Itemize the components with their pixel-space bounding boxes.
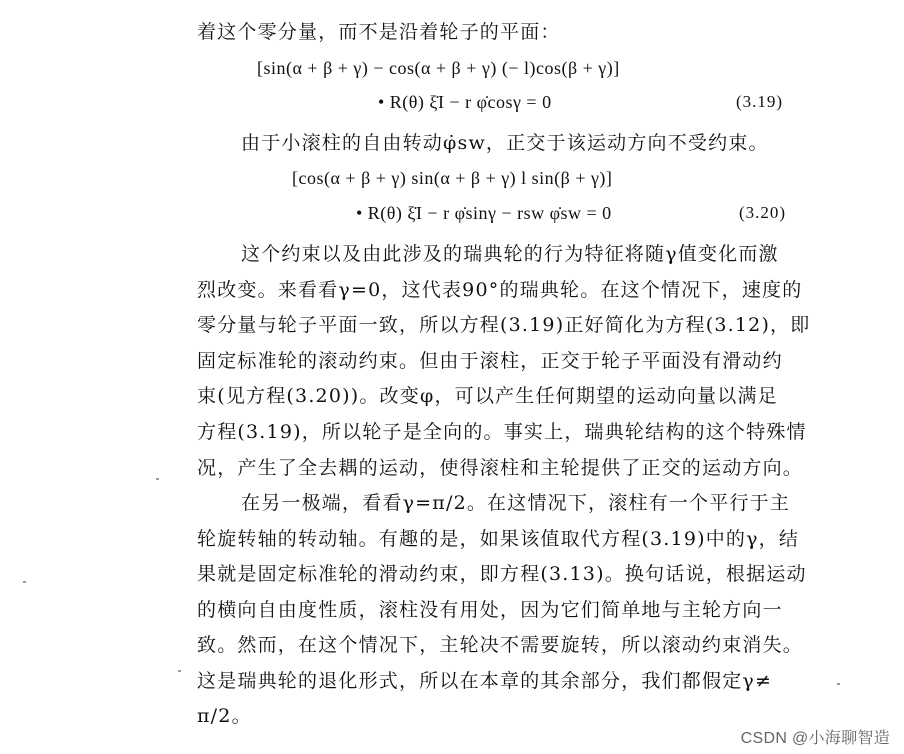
equation-number: (3.20) — [739, 203, 787, 222]
scan-speck — [23, 581, 26, 583]
text-line: 固定标准轮的滚动约束。但由于滚柱，正交于轮子平面没有滑动约 — [197, 350, 783, 372]
text-line: 况，产生了全去耦的运动，使得滚柱和主轮提供了正交的运动方向。 — [197, 457, 804, 479]
text-line: 着这个零分量，而不是沿着轮子的平面： — [197, 21, 561, 43]
watermark: CSDN @小海聊智造 — [740, 730, 890, 747]
equation-3-19-row2: • R(θ) ξ̇I − r φ̇cosγ = 0 — [378, 92, 552, 112]
text-line: 果就是固定标准轮的滑动约束，即方程(3.13)。换句话说，根据运动 — [197, 563, 807, 585]
text-line: 这个约束以及由此涉及的瑞典轮的行为特征将随γ值变化而激 — [241, 243, 779, 265]
scan-speck — [178, 670, 181, 672]
text-line: 这是瑞典轮的退化形式，所以在本章的其余部分，我们都假定γ≠ — [197, 670, 773, 692]
text-line: 的横向自由度性质，滚柱没有用处，因为它们简单地与主轮方向一 — [197, 599, 783, 621]
text-line: 在另一极端，看看γ=π/2。在这情况下，滚柱有一个平行于主 — [241, 492, 791, 514]
text-line: π/2。 — [197, 705, 252, 727]
equation-3-19-row1: [sin(α + β + γ) − cos(α + β + γ) (− l)cos(β + γ)] — [257, 58, 620, 78]
text-line: 致。然而，在这个情况下，主轮决不需要旋转，所以滚动约束消失。 — [197, 634, 804, 656]
text-line: 由于小滚柱的自由转动φ̇sw，正交于该运动方向不受约束。 — [241, 132, 769, 154]
equation-3-20-row1: [cos(α + β + γ) sin(α + β + γ) l sin(β + γ)] — [292, 168, 613, 188]
scan-speck — [837, 683, 840, 685]
equation-3-20-row2: • R(θ) ξ̇I − r φ̇sinγ − rsw φ̇sw = 0 — [356, 203, 612, 223]
scan-speck — [156, 478, 159, 480]
text-line: 轮旋转轴的转动轴。有趣的是，如果该值取代方程(3.19)中的γ，结 — [197, 528, 800, 550]
text-line: 束(见方程(3.20))。改变φ，可以产生任何期望的运动向量以满足 — [197, 385, 778, 407]
text-line: 零分量与轮子平面一致，所以方程(3.19)正好简化为方程(3.12)，即 — [197, 314, 811, 336]
equation-number: (3.19) — [736, 92, 784, 111]
text-line: 烈改变。来看看γ=0，这代表90°的瑞典轮。在这个情况下，速度的 — [197, 279, 803, 301]
text-line: 方程(3.19)，所以轮子是全向的。事实上，瑞典轮结构的这个特殊情 — [197, 421, 807, 443]
